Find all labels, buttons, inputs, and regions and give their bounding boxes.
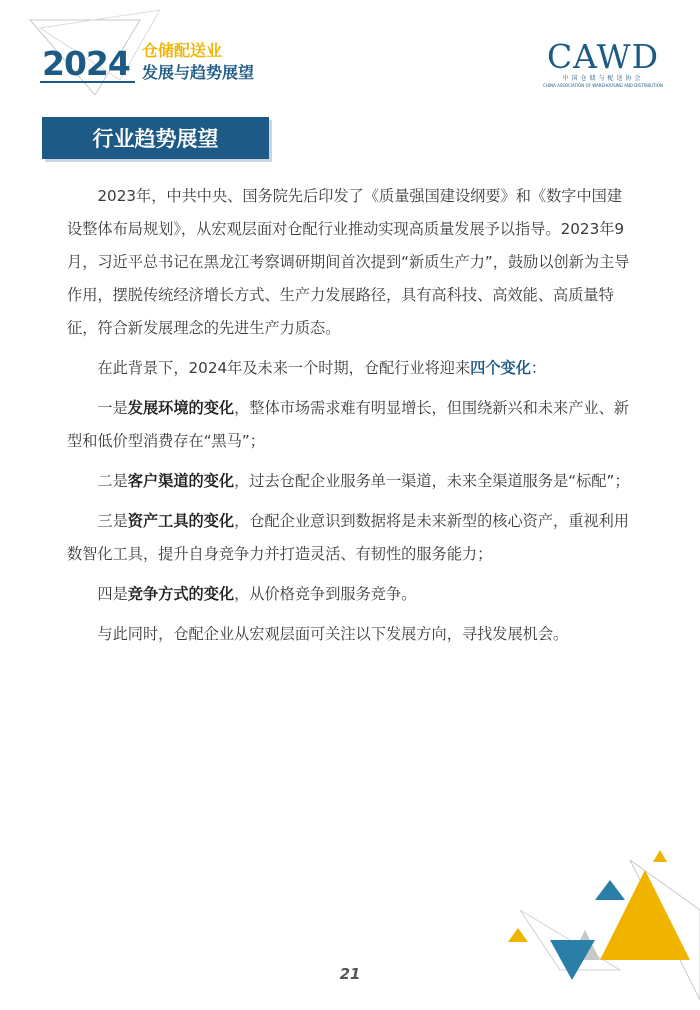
- logo-mark: CAWD: [546, 37, 660, 76]
- four-changes-highlight: 四个变化: [470, 359, 531, 377]
- logo-chinese-name: 中国仓储与配送协会: [562, 75, 644, 82]
- change-1-title: 发展环境的变化: [127, 399, 235, 417]
- background-text: 在此背景下，2024年及未来一个时期，仓配行业将迎来: [97, 359, 471, 377]
- background-colon: ：: [530, 359, 547, 377]
- change-3-prefix: 三是: [97, 512, 128, 530]
- change-item-3: [67, 505, 633, 571]
- logo-english-name: CHINA ASSOCIATION OF WAREHOUSING AND DISTRIBUTION: [543, 83, 663, 88]
- series-title-line2: 发展与趋势展望: [142, 63, 255, 82]
- section-title: 行业趋势展望: [42, 117, 269, 159]
- change-item-2: [67, 465, 633, 498]
- paragraph-closing: 与此同时，仓配企业从宏观层面可关注以下发展方向，寻找发展机会。: [97, 625, 569, 643]
- change-item-1: [67, 392, 633, 458]
- paragraph-background: [67, 352, 633, 385]
- change-item-4: [67, 578, 633, 611]
- change-2-prefix: 二是: [97, 472, 128, 490]
- report-year: 2024: [42, 44, 130, 83]
- page-number: 21: [339, 965, 361, 983]
- change-2-title: 客户渠道的变化: [127, 472, 235, 490]
- change-1-prefix: 一是: [97, 399, 128, 417]
- cawd-logo: [542, 37, 664, 89]
- corner-triangles-decoration: [500, 850, 700, 1010]
- change-2-text: ，过去仓配企业服务单一渠道，未来全渠道服务是“标配”；: [234, 472, 630, 490]
- report-series-title: [142, 40, 254, 84]
- change-4-prefix: 四是: [97, 585, 128, 603]
- paragraph-intro: 2023年，中共中央、国务院先后印发了《质量强国建设纲要》和《数字中国建设整体布局规划》，从宏观层面对仓配行业推动实现高质量发展予以指导。2023年9月，习近平总书记在黑龙江考察调研期间首次提到“新质生产力”，鼓励以创新为主导作用，摆脱传统经济增长方式、生产力发展路径，具有高科技、高效能、高质量特征，符合新发展理念的先进生产力质态。: [67, 187, 630, 337]
- body-text: [67, 180, 633, 658]
- change-1-text: ，整体市场需求难有明显增长，但围绕新兴和未来产业、新型和低价型消费存在“黑马”；: [67, 399, 629, 450]
- change-4-title: 竞争方式的变化: [127, 585, 235, 603]
- change-4-text: ，从价格竞争到服务竞争。: [234, 585, 417, 603]
- series-title-line1: 仓储配送业: [142, 41, 223, 60]
- change-3-title: 资产工具的变化: [127, 512, 235, 530]
- change-3-text: ，仓配企业意识到数据将是未来新型的核心资产，重视利用数智化工具，提升自身竞争力并打造灵活、有韧性的服务能力；: [67, 512, 629, 563]
